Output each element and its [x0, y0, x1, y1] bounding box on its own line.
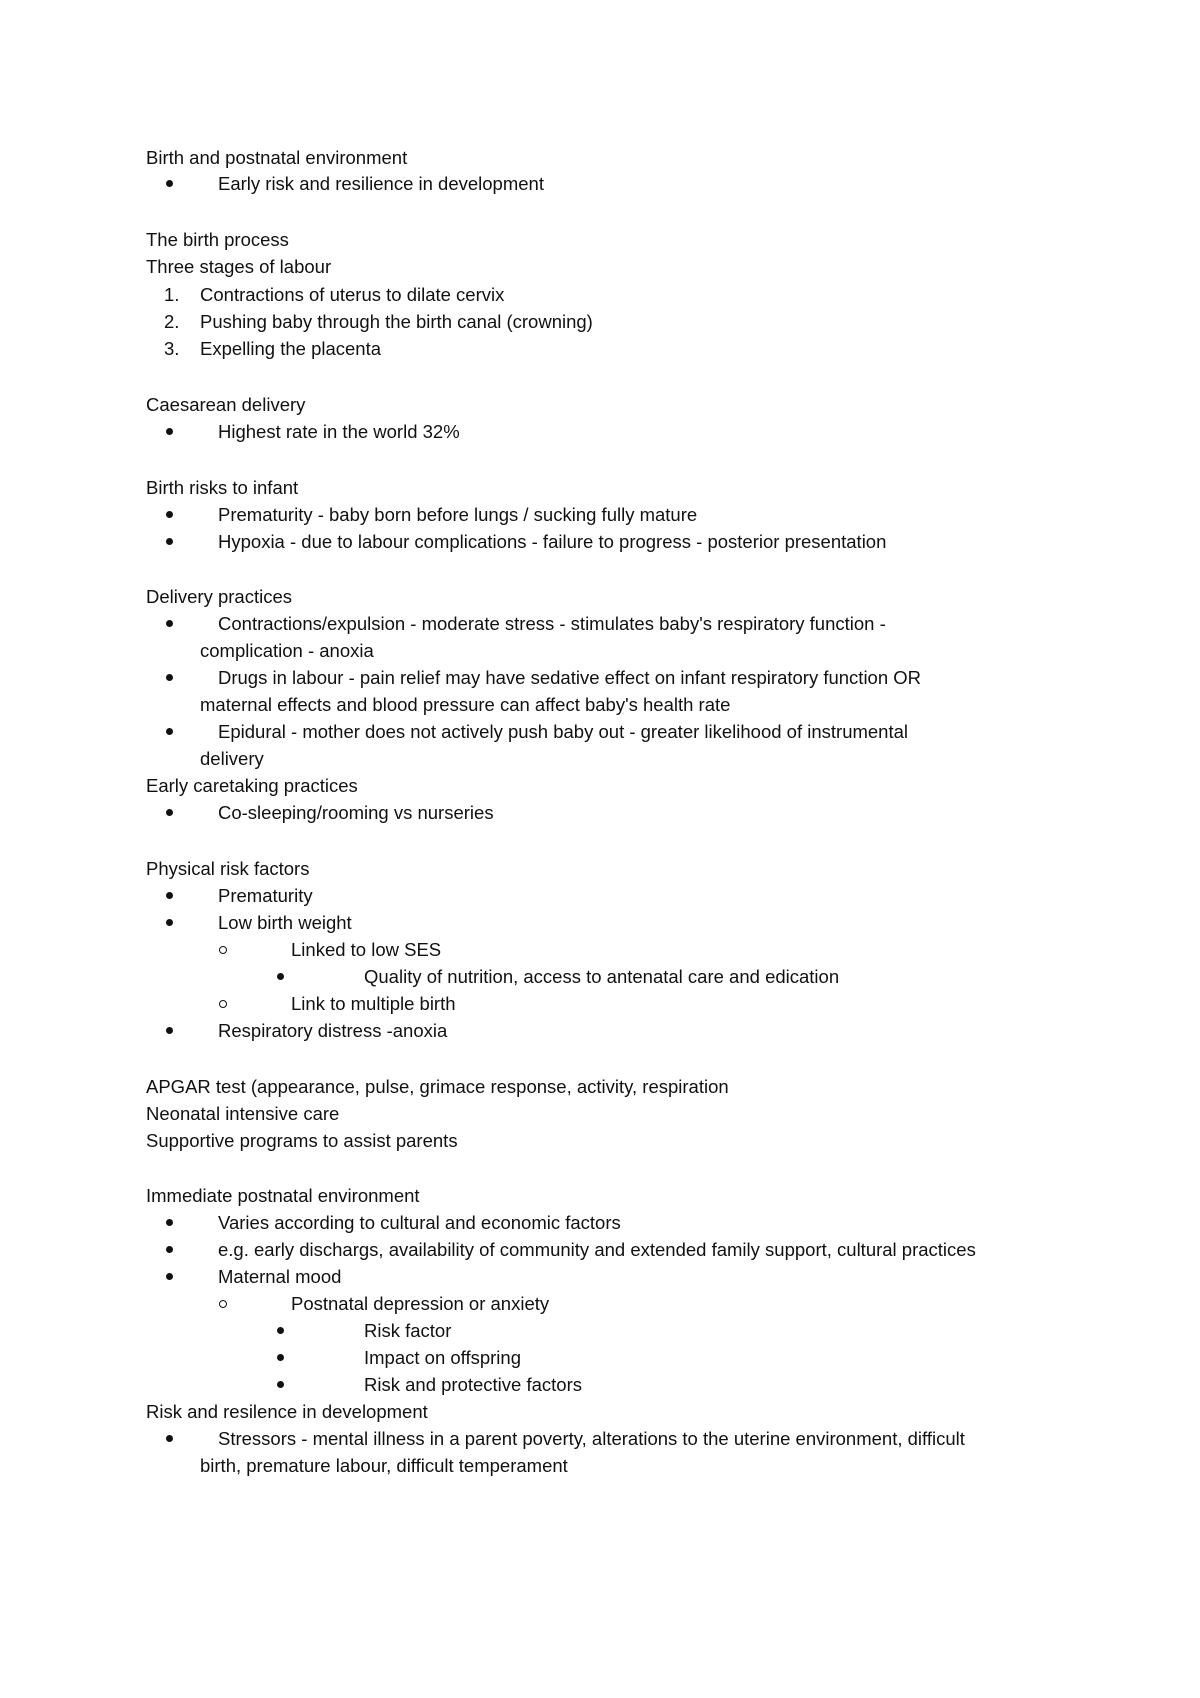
bullet-icon: [166, 1273, 173, 1280]
bullet-icon: [166, 892, 173, 899]
bullet-icon: [166, 620, 173, 627]
section-heading-risk-resilience: Risk and resilence in development: [146, 1401, 428, 1422]
bullet-item: Stressors - mental illness in a parent poverty, alterations to the uterine environment, difficult: [218, 1428, 965, 1449]
sub-bullet-circle-icon: [219, 1000, 227, 1008]
bullet-item: Co-sleeping/rooming vs nurseries: [218, 802, 494, 823]
numbered-item: Pushing baby through the birth canal (crowning): [200, 311, 593, 332]
bullet-icon: [166, 674, 173, 681]
bullet-icon: [277, 1354, 284, 1361]
sub-bullet-item: Linked to low SES: [291, 939, 442, 960]
bullet-item: Hypoxia - due to labour complications - failure to progress - posterior presentation: [218, 531, 887, 552]
sub-sub-bullet-item: Quality of nutrition, access to antenatal care and edication: [364, 966, 840, 987]
bullet-item: Highest rate in the world 32%: [218, 421, 460, 442]
section-heading-birth-postnatal: Birth and postnatal environment: [146, 147, 408, 168]
bullet-icon: [166, 511, 173, 518]
bullet-item: Epidural - mother does not actively push baby out - greater likelihood of instrumental: [218, 721, 909, 742]
bullet-icon: [166, 1219, 173, 1226]
bullet-icon: [166, 809, 173, 816]
bullet-item: Drugs in labour - pain relief may have sedative effect on infant respiratory function OR: [218, 667, 922, 688]
bullet-icon: [166, 728, 173, 735]
section-heading-physical-risk: Physical risk factors: [146, 858, 310, 879]
bullet-item-continuation: maternal effects and blood pressure can affect baby's health rate: [200, 694, 731, 715]
list-number: 3.: [164, 338, 180, 359]
bullet-item-continuation: birth, premature labour, difficult temperament: [200, 1455, 568, 1476]
bullet-item: Prematurity: [218, 885, 313, 906]
bullet-icon: [166, 180, 173, 187]
bullet-icon: [166, 428, 173, 435]
section-heading-immediate-postnatal: Immediate postnatal environment: [146, 1185, 420, 1206]
bullet-item-continuation: complication - anoxia: [200, 640, 374, 661]
list-number: 1.: [164, 284, 180, 305]
list-number: 2.: [164, 311, 180, 332]
numbered-item: Expelling the placenta: [200, 338, 382, 359]
section-heading-caesarean: Caesarean delivery: [146, 394, 306, 415]
apgar-line: APGAR test (appearance, pulse, grimace response, activity, respiration: [146, 1076, 729, 1097]
sub-bullet-item: Link to multiple birth: [291, 993, 456, 1014]
sub-sub-bullet-item: Risk factor: [364, 1320, 452, 1341]
bullet-icon: [166, 538, 173, 545]
sub-sub-bullet-item: Impact on offspring: [364, 1347, 521, 1368]
sub-bullet-item: Postnatal depression or anxiety: [291, 1293, 550, 1314]
neonatal-care-line: Neonatal intensive care: [146, 1103, 340, 1124]
bullet-item: Respiratory distress -anoxia: [218, 1020, 448, 1041]
bullet-item: Low birth weight: [218, 912, 352, 933]
bullet-icon: [166, 1246, 173, 1253]
section-heading-early-caretaking: Early caretaking practices: [146, 775, 358, 796]
bullet-item: Varies according to cultural and economic factors: [218, 1212, 621, 1233]
sub-bullet-circle-icon: [219, 1300, 227, 1308]
bullet-icon: [277, 1381, 284, 1388]
bullet-icon: [277, 973, 284, 980]
bullet-icon: [277, 1327, 284, 1334]
bullet-item: Maternal mood: [218, 1266, 342, 1287]
bullet-item: Early risk and resilience in development: [218, 173, 544, 194]
supportive-programs-line: Supportive programs to assist parents: [146, 1130, 458, 1151]
section-heading-birth-process: The birth process: [146, 229, 289, 250]
section-heading-delivery-practices: Delivery practices: [146, 586, 292, 607]
bullet-item: Contractions/expulsion - moderate stress - stimulates baby's respiratory function -: [218, 613, 886, 634]
sub-bullet-circle-icon: [219, 946, 227, 954]
bullet-icon: [166, 919, 173, 926]
subheading-three-stages: Three stages of labour: [146, 256, 332, 277]
bullet-item: e.g. early dischargs, availability of community and extended family support, cultural practices: [218, 1239, 976, 1260]
bullet-icon: [166, 1435, 173, 1442]
sub-sub-bullet-item: Risk and protective factors: [364, 1374, 582, 1395]
bullet-icon: [166, 1027, 173, 1034]
bullet-item-continuation: delivery: [200, 748, 264, 769]
section-heading-birth-risks: Birth risks to infant: [146, 477, 299, 498]
bullet-item: Prematurity - baby born before lungs / sucking fully mature: [218, 504, 698, 525]
numbered-item: Contractions of uterus to dilate cervix: [200, 284, 505, 305]
